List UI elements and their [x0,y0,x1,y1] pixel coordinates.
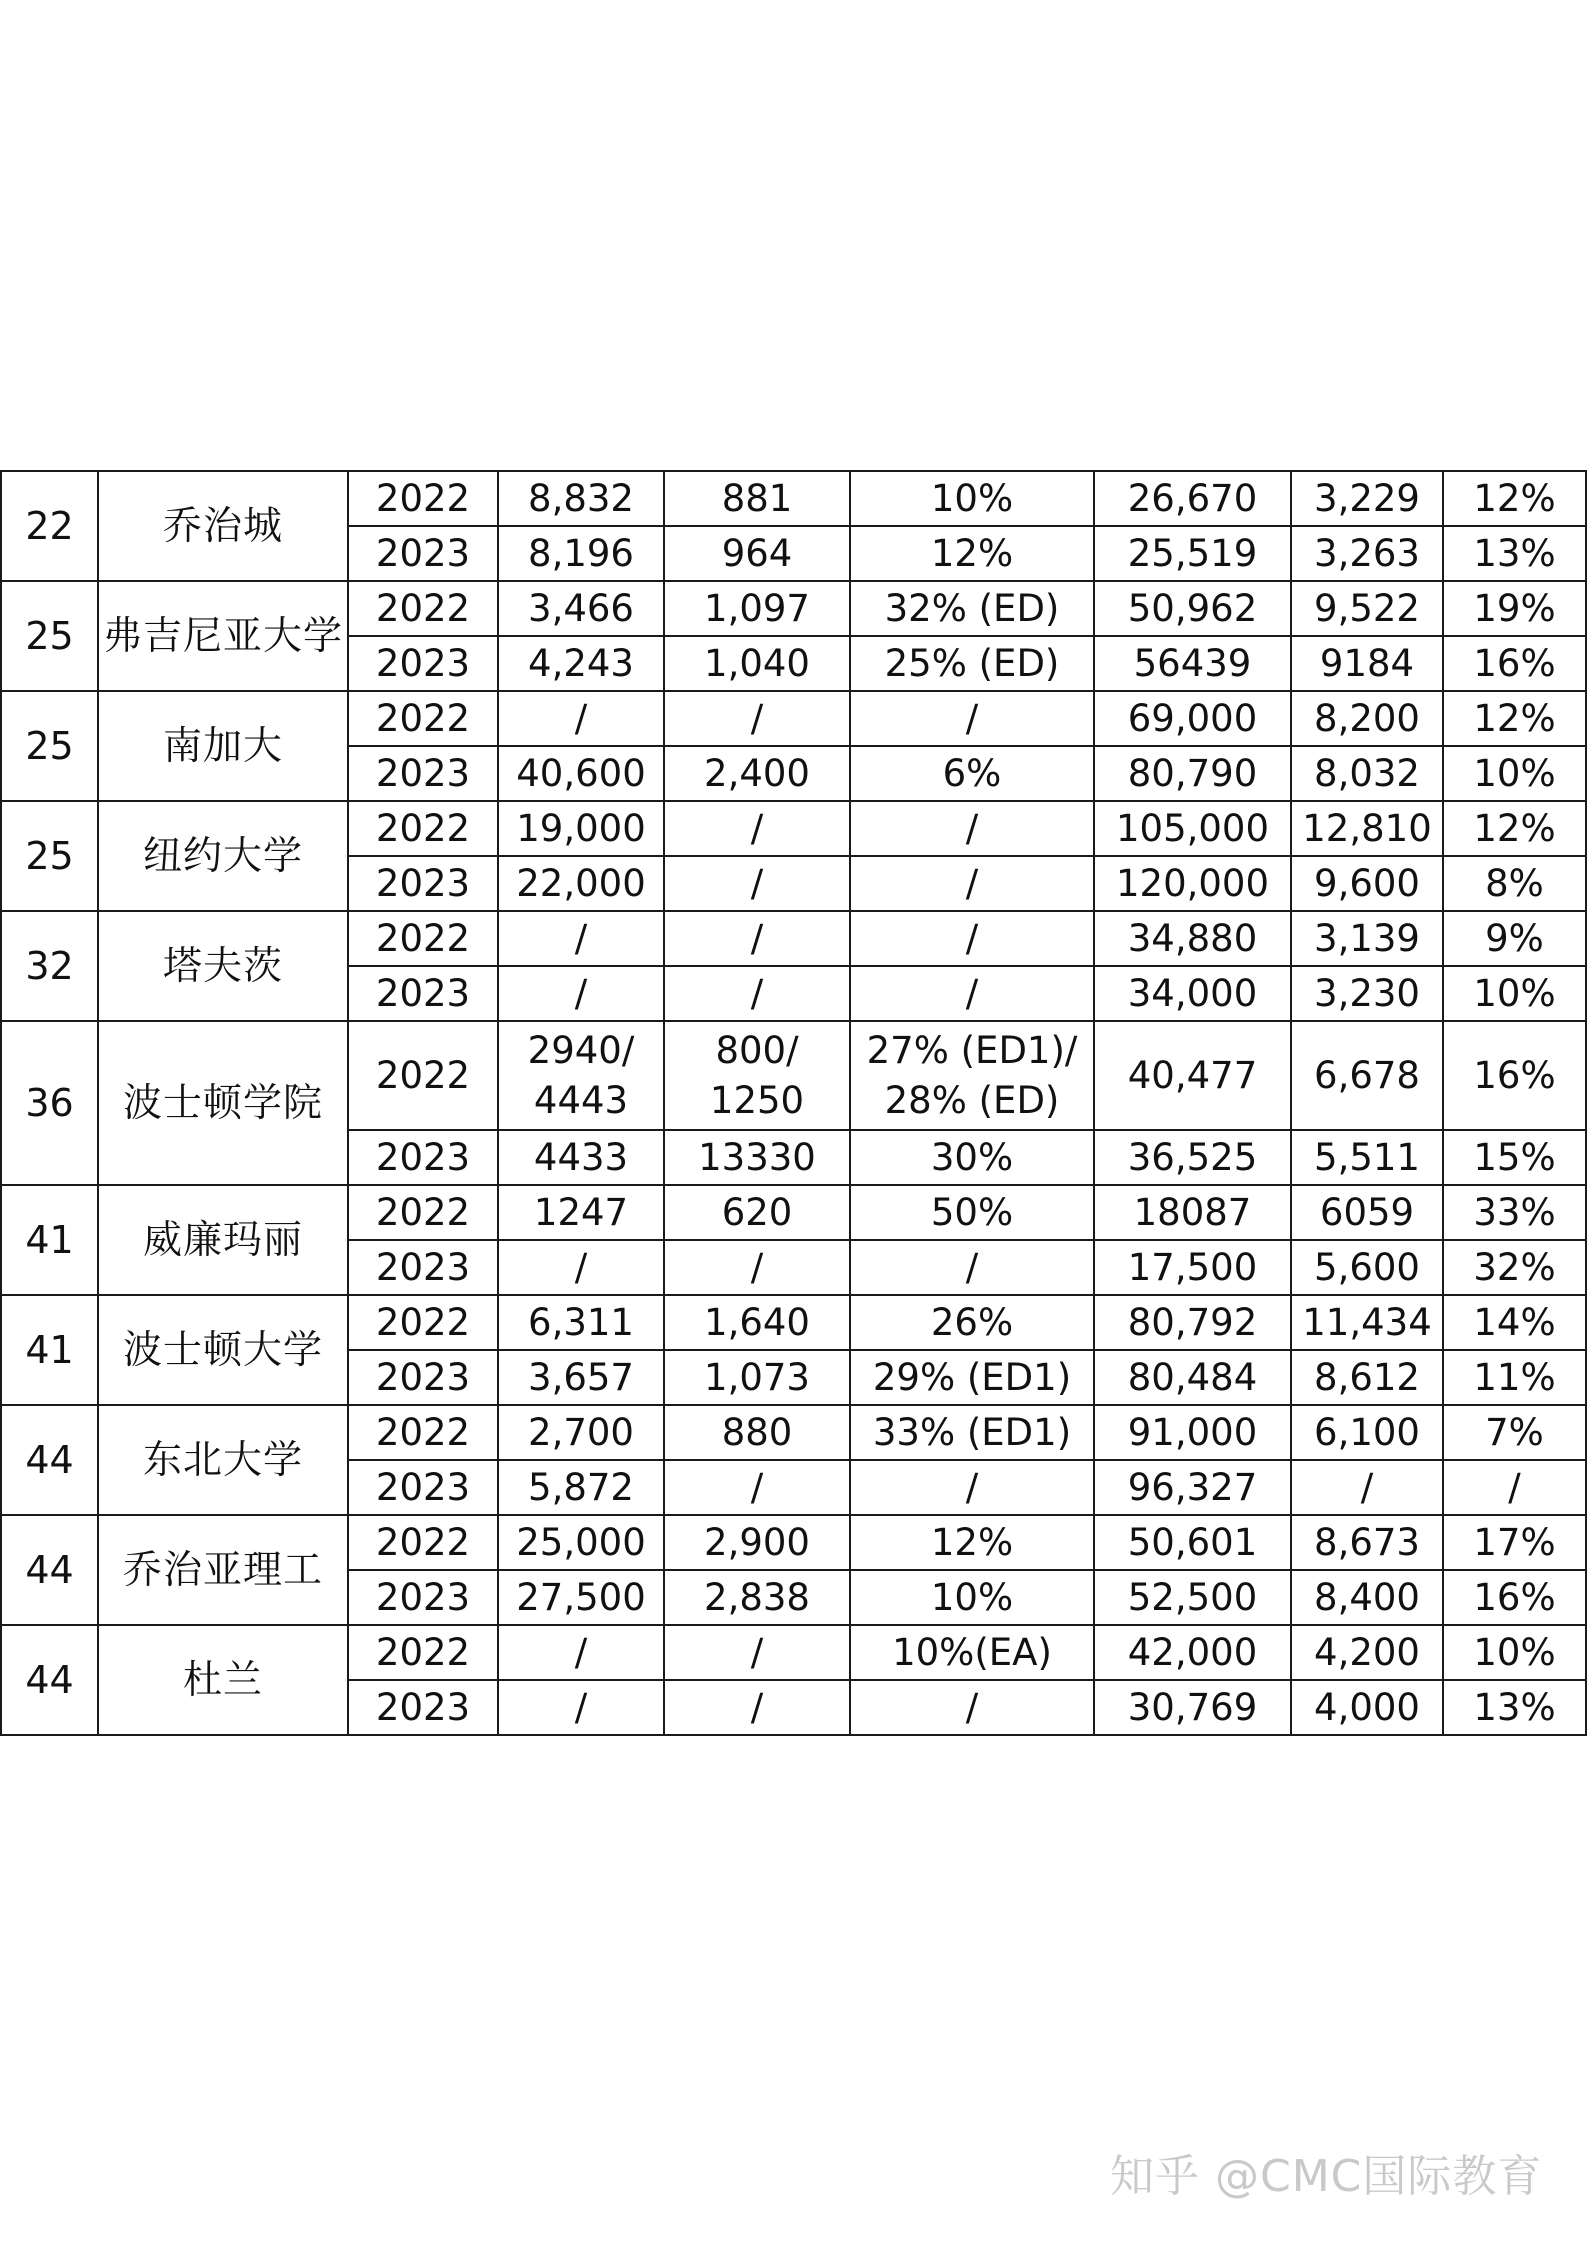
year-cell: 2022 [348,1515,498,1570]
cell-line: 1,640 [704,1301,810,1344]
cell-line: 28% (ED) [884,1078,1060,1122]
cell-line: 19,000 [516,807,646,850]
value-cell [850,856,1094,911]
value-cell: 6,100 [1291,1405,1443,1460]
cell-line: 10% [930,1576,1014,1619]
cell-line: / [574,1246,588,1289]
value-cell: 50,601 [1094,1515,1291,1570]
value-cell: / [1291,1460,1443,1515]
value-cell [664,581,850,636]
cell-line: 33% (ED1) [872,1411,1072,1454]
value-cell [850,1295,1094,1350]
value-cell [850,801,1094,856]
cell-line: 5,872 [528,1466,634,1509]
value-cell [498,1350,664,1405]
cell-line: 32% (ED) [884,587,1060,630]
value-cell: 14% [1443,1295,1586,1350]
value-cell [664,636,850,691]
value-cell [498,1130,664,1185]
value-cell [664,526,850,581]
value-cell [498,801,664,856]
value-cell [498,966,664,1021]
value-cell: 96,327 [1094,1460,1291,1515]
value-cell [498,1021,664,1130]
value-cell: 3,230 [1291,966,1443,1021]
value-cell: 120,000 [1094,856,1291,911]
value-cell: / [1443,1460,1586,1515]
table-body [1,471,1586,1735]
value-cell [850,471,1094,526]
year-cell: 2022 [348,911,498,966]
cell-line: 2,400 [704,752,810,795]
value-cell: 16% [1443,636,1586,691]
cell-line: / [750,1631,764,1674]
rank-cell: 41 [1,1185,98,1295]
school-name-cell: 弗吉尼亚大学 [98,581,348,691]
cell-line: 1,073 [704,1356,810,1399]
year-cell: 2023 [348,1130,498,1185]
cell-line: 22,000 [516,862,646,905]
cell-line: 27,500 [516,1576,646,1619]
year-cell: 2023 [348,966,498,1021]
cell-line: 1,040 [704,642,810,685]
cell-line: 881 [721,477,793,520]
table-row [1,471,1586,526]
value-cell: 52,500 [1094,1570,1291,1625]
cell-line: 29% (ED1) [872,1356,1072,1399]
cell-line: 6% [942,752,1002,795]
value-cell [850,1405,1094,1460]
value-cell: 4,200 [1291,1625,1443,1680]
rank-cell: 25 [1,581,98,691]
value-cell [498,1405,664,1460]
table-row [1,581,1586,636]
year-cell: 2022 [348,581,498,636]
table-row [1,1625,1586,1680]
cell-line: 1247 [533,1191,629,1234]
year-cell: 2022 [348,1021,498,1130]
value-cell [664,1350,850,1405]
value-cell: 4,000 [1291,1680,1443,1735]
value-cell: 16% [1443,1021,1586,1130]
table-row [1,1021,1586,1130]
table-row [1,911,1586,966]
rank-cell: 32 [1,911,98,1021]
cell-line: / [965,972,979,1015]
cell-line: 2940/ [527,1028,635,1072]
rank-cell: 44 [1,1515,98,1625]
value-cell: 80,484 [1094,1350,1291,1405]
cell-line: 3,657 [528,1356,634,1399]
value-cell [664,1021,850,1130]
value-cell [498,636,664,691]
cell-line: 2,838 [704,1576,810,1619]
value-cell [850,1185,1094,1240]
value-cell: 12% [1443,471,1586,526]
cell-line: / [750,807,764,850]
rank-cell: 25 [1,691,98,801]
value-cell: 80,792 [1094,1295,1291,1350]
cell-line: / [750,917,764,960]
rank-cell: 41 [1,1295,98,1405]
cell-line: 2,700 [528,1411,634,1454]
table-row [1,1295,1586,1350]
cell-line: 4,243 [528,642,634,685]
value-cell: 7% [1443,1405,1586,1460]
cell-line: 3,466 [528,587,634,630]
table-row [1,1515,1586,1570]
value-cell [850,636,1094,691]
value-cell: 8,200 [1291,691,1443,746]
year-cell: 2023 [348,636,498,691]
value-cell: 9% [1443,911,1586,966]
cell-line: 25% (ED) [884,642,1060,685]
table-row [1,1185,1586,1240]
cell-line: 12% [930,532,1014,575]
cell-line: / [750,972,764,1015]
admissions-table [0,470,1587,1736]
value-cell: 12,810 [1291,801,1443,856]
value-cell [850,1350,1094,1405]
value-cell: 13% [1443,526,1586,581]
value-cell [850,1625,1094,1680]
rank-cell: 44 [1,1405,98,1515]
value-cell: 5,600 [1291,1240,1443,1295]
value-cell: 8,032 [1291,746,1443,801]
school-name-cell: 纽约大学 [98,801,348,911]
value-cell [498,526,664,581]
school-name-cell: 乔治亚理工 [98,1515,348,1625]
value-cell: 80,790 [1094,746,1291,801]
value-cell [664,801,850,856]
value-cell [664,1680,850,1735]
value-cell: 30,769 [1094,1680,1291,1735]
value-cell: 8,400 [1291,1570,1443,1625]
value-cell [664,1460,850,1515]
value-cell: 8,673 [1291,1515,1443,1570]
value-cell: 5,511 [1291,1130,1443,1185]
rank-cell: 44 [1,1625,98,1735]
cell-line: 10% [930,477,1014,520]
table-row [1,1405,1586,1460]
value-cell: 3,139 [1291,911,1443,966]
value-cell [664,1405,850,1460]
year-cell: 2022 [348,801,498,856]
value-cell: 9184 [1291,636,1443,691]
value-cell [498,1185,664,1240]
value-cell: 11,434 [1291,1295,1443,1350]
value-cell: 105,000 [1094,801,1291,856]
cell-line: 620 [721,1191,793,1234]
year-cell: 2022 [348,1405,498,1460]
value-cell: 15% [1443,1130,1586,1185]
value-cell: 11% [1443,1350,1586,1405]
value-cell: 17% [1443,1515,1586,1570]
value-cell [664,1130,850,1185]
value-cell [498,1570,664,1625]
cell-line: / [574,1631,588,1674]
year-cell: 2022 [348,1295,498,1350]
cell-line: 8,196 [528,532,634,575]
value-cell [850,1570,1094,1625]
value-cell [850,1130,1094,1185]
value-cell [850,966,1094,1021]
value-cell [498,1240,664,1295]
value-cell: 12% [1443,691,1586,746]
cell-line: 26% [930,1301,1014,1344]
cell-line: 10%(EA) [892,1631,1052,1674]
school-name-cell: 杜兰 [98,1625,348,1735]
cell-line: 2,900 [704,1521,810,1564]
cell-line: 4433 [533,1136,629,1179]
value-cell: 13% [1443,1680,1586,1735]
cell-line: 50% [930,1191,1014,1234]
cell-line: / [965,807,979,850]
value-cell [664,1515,850,1570]
value-cell: 91,000 [1094,1405,1291,1460]
value-cell: 6059 [1291,1185,1443,1240]
table-row [1,691,1586,746]
value-cell [664,1570,850,1625]
value-cell [498,471,664,526]
cell-line: 1250 [709,1078,805,1122]
cell-line: / [574,697,588,740]
value-cell [664,966,850,1021]
value-cell [498,856,664,911]
value-cell [498,746,664,801]
cell-line: / [574,972,588,1015]
school-name-cell: 东北大学 [98,1405,348,1515]
value-cell [664,1625,850,1680]
year-cell: 2023 [348,526,498,581]
value-cell [664,471,850,526]
year-cell: 2023 [348,856,498,911]
value-cell [664,1240,850,1295]
value-cell [664,856,850,911]
year-cell: 2023 [348,1570,498,1625]
value-cell: 33% [1443,1185,1586,1240]
cell-line: / [750,1686,764,1729]
value-cell: 8,612 [1291,1350,1443,1405]
cell-line: / [750,697,764,740]
year-cell: 2023 [348,1460,498,1515]
year-cell: 2022 [348,1625,498,1680]
value-cell: 17,500 [1094,1240,1291,1295]
value-cell [850,1515,1094,1570]
value-cell: 50,962 [1094,581,1291,636]
value-cell [498,911,664,966]
value-cell: 10% [1443,966,1586,1021]
value-cell: 25,519 [1094,526,1291,581]
value-cell [498,581,664,636]
year-cell: 2023 [348,1240,498,1295]
value-cell: 26,670 [1094,471,1291,526]
school-name-cell: 乔治城 [98,471,348,581]
value-cell [498,691,664,746]
school-name-cell: 塔夫茨 [98,911,348,1021]
cell-line: / [965,697,979,740]
value-cell [850,1021,1094,1130]
value-cell: 32% [1443,1240,1586,1295]
school-name-cell: 威廉玛丽 [98,1185,348,1295]
value-cell [850,746,1094,801]
cell-line: 964 [721,532,793,575]
school-name-cell: 波士顿大学 [98,1295,348,1405]
cell-line: / [574,1686,588,1729]
value-cell: 34,880 [1094,911,1291,966]
year-cell: 2022 [348,691,498,746]
watermark: 知乎 @CMC国际教育 [1110,2151,1543,2202]
value-cell: 40,477 [1094,1021,1291,1130]
cell-line: 4443 [533,1078,629,1122]
value-cell: 34,000 [1094,966,1291,1021]
value-cell [850,1460,1094,1515]
cell-line: 25,000 [516,1521,646,1564]
value-cell: 8% [1443,856,1586,911]
school-name-cell: 波士顿学院 [98,1021,348,1185]
value-cell [850,1680,1094,1735]
cell-line: 13330 [698,1136,816,1179]
value-cell: 69,000 [1094,691,1291,746]
cell-line: 30% [930,1136,1014,1179]
value-cell [498,1460,664,1515]
value-cell [498,1515,664,1570]
value-cell: 3,263 [1291,526,1443,581]
year-cell: 2022 [348,471,498,526]
cell-line: / [965,1246,979,1289]
value-cell: 9,522 [1291,581,1443,636]
table-row [1,801,1586,856]
value-cell [664,691,850,746]
cell-line: 12% [930,1521,1014,1564]
cell-line: / [750,1246,764,1289]
cell-line: / [574,917,588,960]
cell-line: 800/ [715,1028,799,1072]
value-cell: 56439 [1094,636,1291,691]
value-cell: 12% [1443,801,1586,856]
rank-cell: 22 [1,471,98,581]
cell-line: / [965,862,979,905]
year-cell: 2023 [348,1680,498,1735]
cell-line: / [965,917,979,960]
value-cell: 10% [1443,1625,1586,1680]
value-cell [850,691,1094,746]
value-cell: 10% [1443,746,1586,801]
value-cell [850,526,1094,581]
year-cell: 2023 [348,1350,498,1405]
value-cell: 3,229 [1291,471,1443,526]
value-cell [850,911,1094,966]
cell-line: 1,097 [704,587,810,630]
cell-line: 8,832 [528,477,634,520]
year-cell: 2023 [348,746,498,801]
value-cell [664,746,850,801]
rank-cell: 25 [1,801,98,911]
cell-line: / [750,1466,764,1509]
value-cell [498,1625,664,1680]
value-cell: 36,525 [1094,1130,1291,1185]
value-cell: 16% [1443,1570,1586,1625]
value-cell: 9,600 [1291,856,1443,911]
school-name-cell: 南加大 [98,691,348,801]
cell-line: 6,311 [528,1301,634,1344]
cell-line: / [750,862,764,905]
year-cell: 2022 [348,1185,498,1240]
value-cell [498,1295,664,1350]
cell-line: / [965,1466,979,1509]
value-cell [850,1240,1094,1295]
value-cell: 19% [1443,581,1586,636]
cell-line: 27% (ED1)/ [866,1028,1078,1072]
cell-line: 40,600 [516,752,646,795]
value-cell [664,1295,850,1350]
value-cell [664,911,850,966]
value-cell: 42,000 [1094,1625,1291,1680]
cell-line: 880 [721,1411,793,1454]
value-cell [664,1185,850,1240]
value-cell: 6,678 [1291,1021,1443,1130]
cell-line: / [965,1686,979,1729]
value-cell: 18087 [1094,1185,1291,1240]
value-cell [850,581,1094,636]
rank-cell: 36 [1,1021,98,1185]
value-cell [498,1680,664,1735]
